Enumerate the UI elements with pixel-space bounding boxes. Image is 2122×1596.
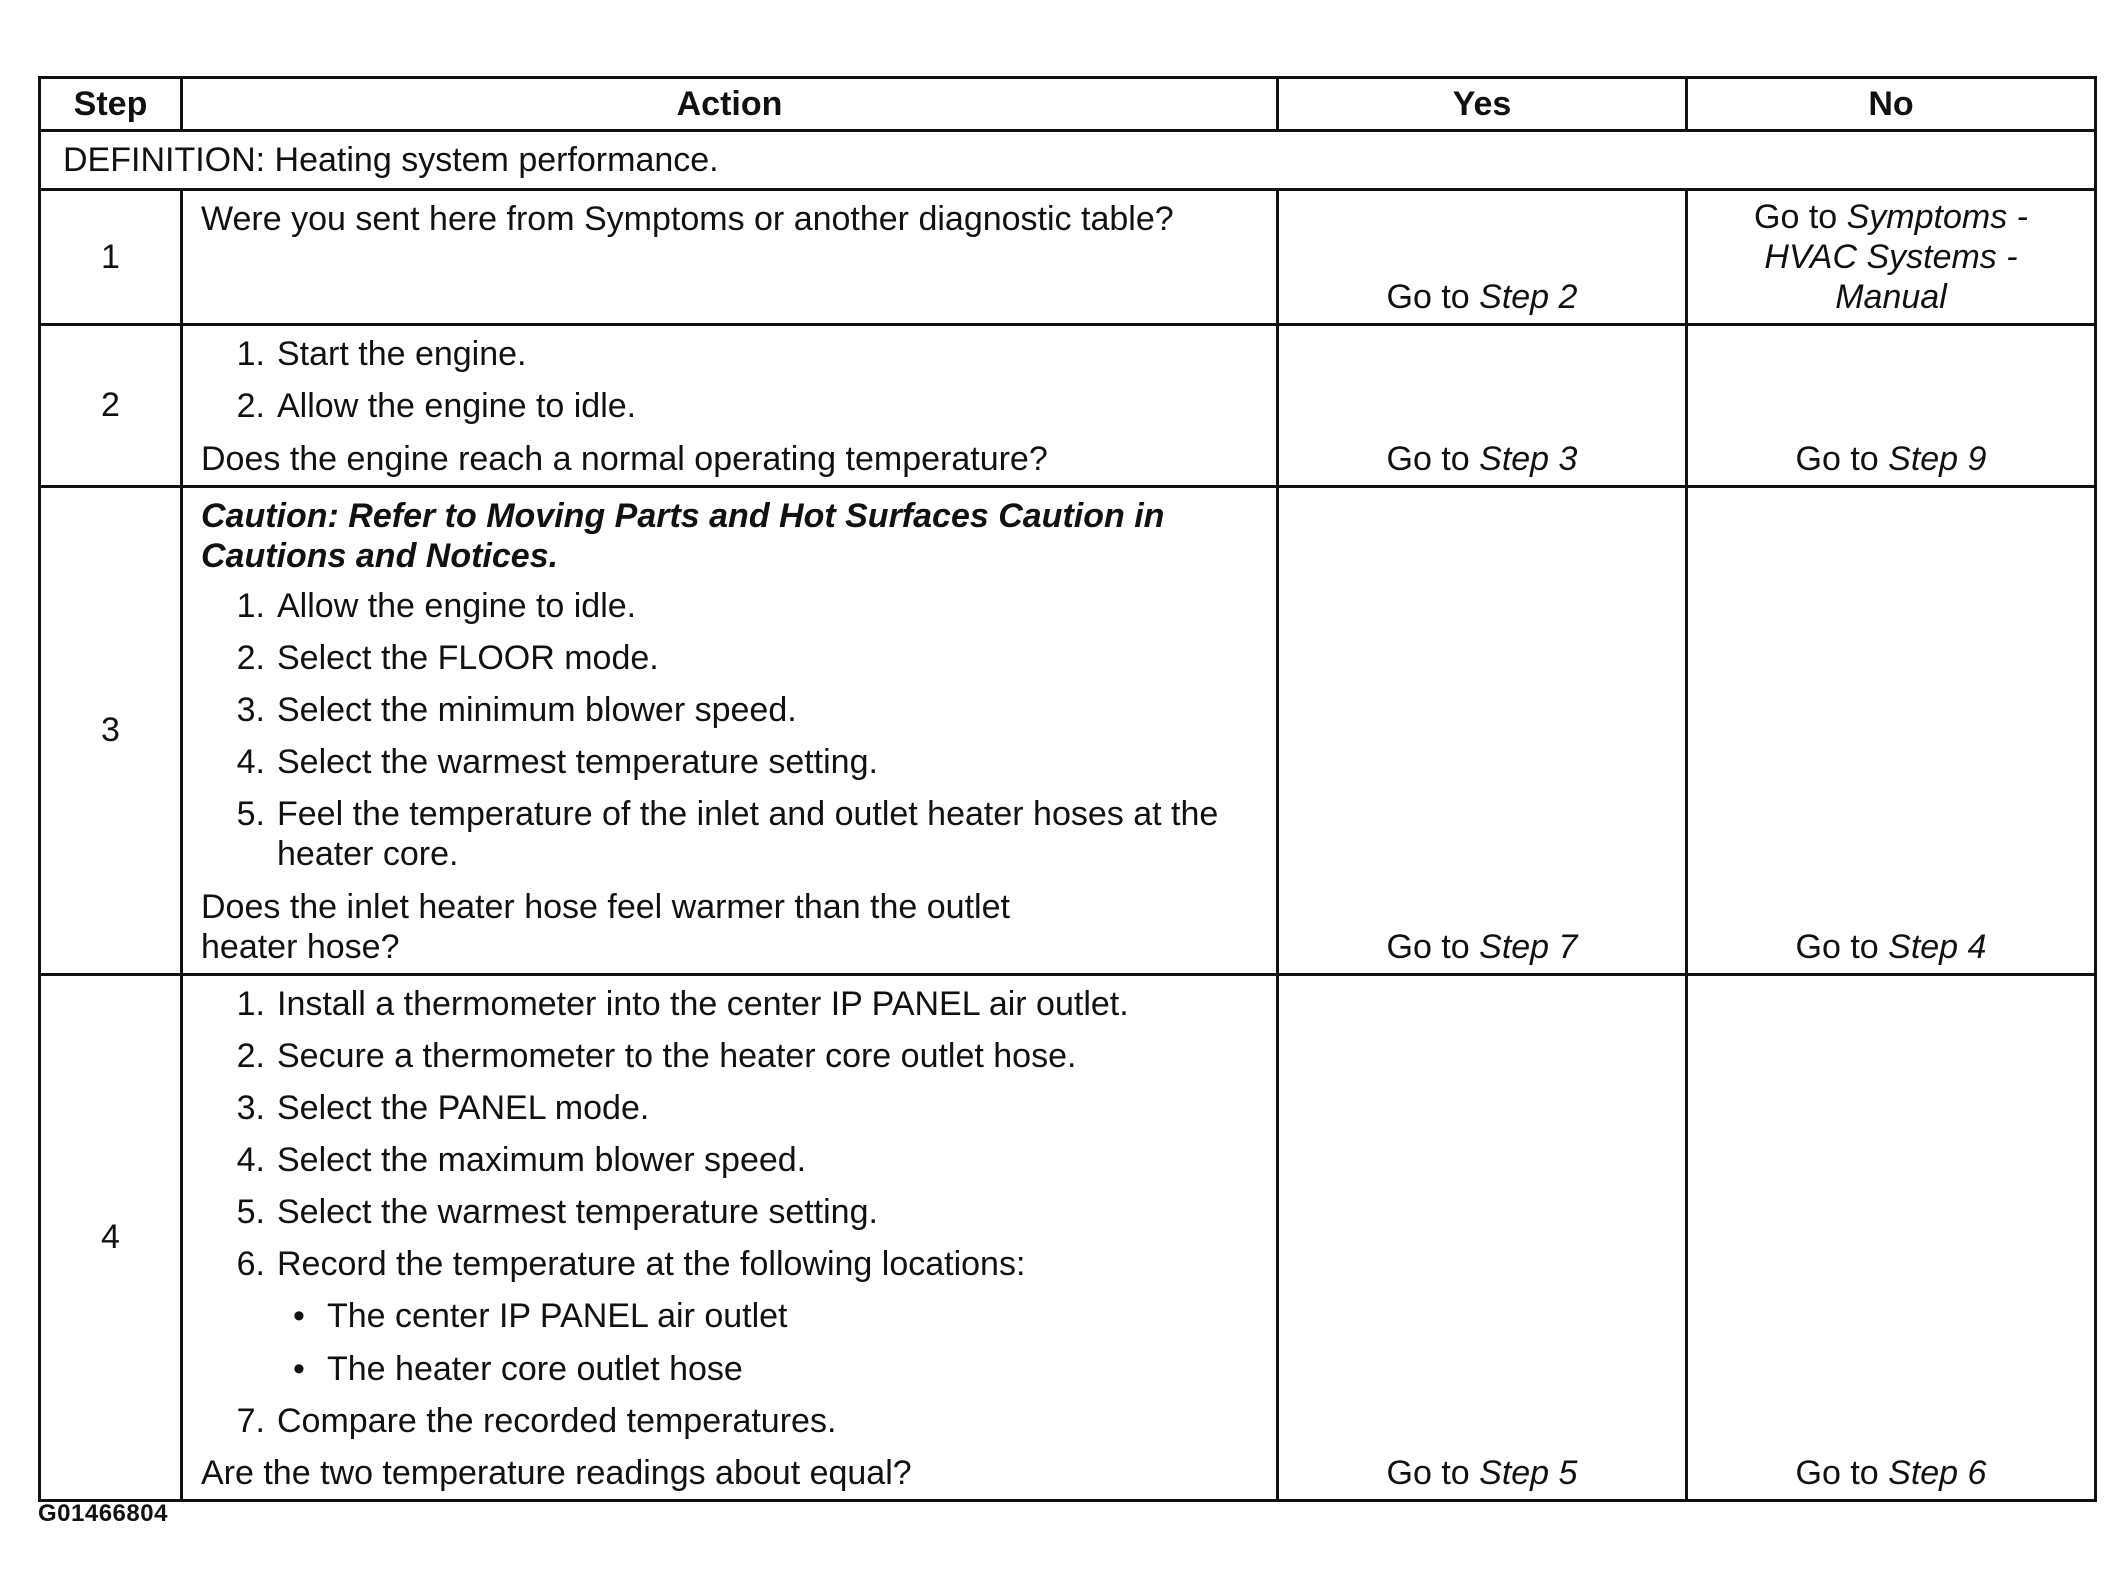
diagnostic-table — [38, 76, 2097, 1502]
yes-step-link[interactable]: Step 5 — [1479, 1453, 1578, 1492]
yes-cell — [1278, 325, 1687, 486]
list-item: 5. Select the warmest temperature setting. — [236, 1193, 878, 1232]
no-cell — [1687, 486, 2096, 974]
no-step-link[interactable]: Step 6 — [1888, 1453, 1987, 1492]
header-no: No — [1687, 78, 2096, 131]
list-item: 5. Feel the temperature of the inlet and outlet heater hoses at the heater core. — [236, 795, 1219, 874]
no-prefix: Go to — [1795, 927, 1889, 966]
header-step: Step — [40, 78, 182, 131]
step-question: Were you sent here from Symptoms or another diagnostic table? — [201, 200, 1174, 238]
no-step-link[interactable]: Symptoms - HVAC Systems - Manual — [1764, 198, 2028, 317]
yes-cell — [1278, 190, 1687, 325]
action-cell — [182, 974, 1278, 1500]
no-prefix: Go to — [1795, 439, 1889, 478]
list-item: 4. Select the maximum blower speed. — [236, 1141, 807, 1180]
list-item: 1. Allow the engine to idle. — [236, 586, 637, 625]
yes-prefix: Go to — [1386, 439, 1480, 478]
list-item: 4. Select the warmest temperature setting. — [236, 743, 878, 782]
no-cell — [1687, 325, 2096, 486]
action-list — [201, 334, 1262, 426]
list-item: 3. Select the PANEL mode. — [236, 1088, 650, 1127]
header-yes: Yes — [1278, 78, 1687, 131]
step-number: 1 — [40, 190, 182, 325]
definition-row — [40, 131, 2096, 190]
step-question: Are the two temperature readings about equal? — [201, 1453, 912, 1492]
table-row — [40, 486, 2096, 974]
list-item: 2. Allow the engine to idle. — [236, 387, 637, 426]
list-item: 2. Secure a thermometer to the heater core outlet hose. — [236, 1036, 1077, 1075]
table-row — [40, 190, 2096, 325]
yes-step-link[interactable]: Step 7 — [1479, 927, 1578, 966]
sub-list-item: • The heater core outlet hose — [293, 1349, 743, 1388]
step-question: Does the inlet heater hose feel warmer than the outlet heater hose? — [201, 887, 1010, 966]
yes-step-link[interactable]: Step 3 — [1479, 439, 1578, 478]
list-item: 3. Select the minimum blower speed. — [236, 691, 797, 730]
no-cell — [1687, 190, 2096, 325]
action-cell — [182, 325, 1278, 486]
no-step-link[interactable]: Step 4 — [1888, 927, 1987, 966]
step-number: 3 — [40, 486, 182, 974]
header-action: Action — [182, 78, 1278, 131]
yes-step-link[interactable]: Step 2 — [1479, 278, 1578, 317]
yes-cell — [1278, 974, 1687, 1500]
definition-text: DEFINITION: Heating system performance. — [40, 131, 2096, 190]
list-item: 2. Select the FLOOR mode. — [236, 638, 659, 677]
no-cell — [1687, 974, 2096, 1500]
step-number: 2 — [40, 325, 182, 486]
sub-list — [277, 1296, 1262, 1388]
no-prefix: Go to — [1795, 1453, 1889, 1492]
list-item: 1. Install a thermometer into the center IP PANEL air outlet. — [236, 984, 1129, 1023]
table-row — [40, 325, 2096, 486]
yes-prefix: Go to — [1386, 927, 1480, 966]
action-cell — [182, 486, 1278, 974]
sub-list-item: • The center IP PANEL air outlet — [293, 1297, 788, 1336]
no-prefix: Go to — [1754, 198, 1847, 236]
yes-prefix: Go to — [1386, 278, 1480, 317]
action-cell — [182, 190, 1278, 325]
list-item: 6. Record the temperature at the following locations: • The center IP PANEL air outlet • The heater core outlet hose — [201, 1244, 1262, 1388]
list-item: 7. Compare the recorded temperatures. — [236, 1401, 837, 1440]
action-list — [201, 586, 1262, 875]
list-item: 1. Start the engine. — [236, 335, 527, 374]
yes-prefix: Go to — [1386, 1453, 1480, 1492]
table-row — [40, 974, 2096, 1500]
figure-id: G01466804 — [38, 1500, 168, 1527]
yes-cell — [1278, 486, 1687, 974]
action-list — [201, 984, 1262, 1441]
step-question: Does the engine reach a normal operating temperature? — [201, 439, 1048, 478]
no-step-link[interactable]: Step 9 — [1888, 439, 1987, 478]
header-row — [40, 78, 2096, 131]
caution-note: Caution: Refer to Moving Parts and Hot Surfaces Caution in Cautions and Notices. — [201, 496, 1165, 575]
step-number: 4 — [40, 974, 182, 1500]
